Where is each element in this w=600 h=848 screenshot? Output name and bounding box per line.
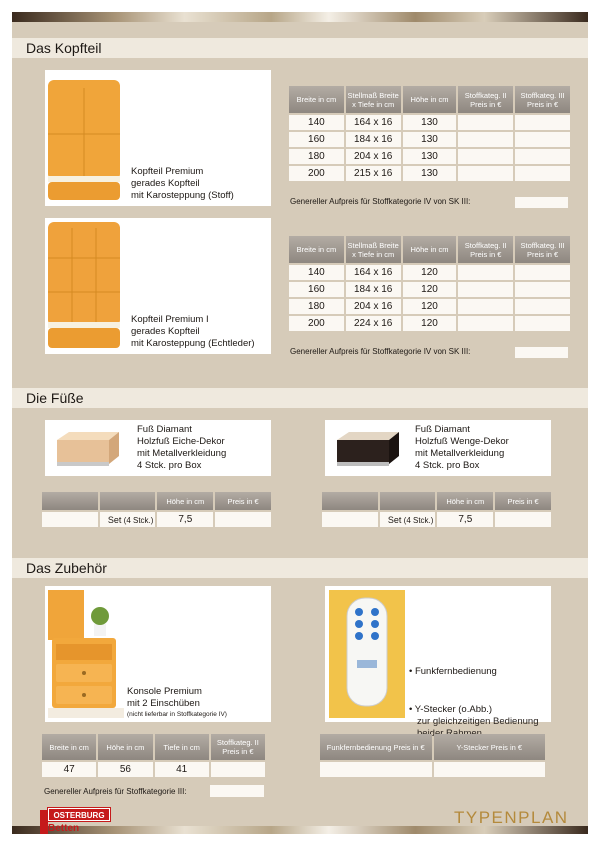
bullet-y-stecker: • Y-Stecker (o.Abb.)	[409, 704, 493, 715]
konsole-table	[40, 732, 267, 779]
table-row: Set (4 Stck.) 7,5	[322, 512, 551, 527]
surcharge-note: Genereller Aufpreis für Stoffkategorie IV von SK III:	[290, 197, 471, 206]
table-header: Breite in cm	[289, 236, 344, 263]
section-title-fuesse: Die Füße	[26, 390, 84, 406]
table-header: Funkfernbedienung Preis in €	[320, 734, 432, 760]
table-header	[42, 492, 98, 510]
section-title-zubehoer: Das Zubehör	[26, 560, 107, 576]
surcharge-price-cell	[210, 785, 264, 797]
surcharge-price-cell	[515, 197, 568, 208]
table-row	[320, 762, 545, 777]
osterburg-logo: OSTERBURG Betten	[40, 808, 112, 838]
table-header: Tiefe in cm	[155, 734, 209, 760]
product-label: Kopfteil Premium I gerades Kopfteil mit Karosteppung (Echtleder)	[131, 314, 255, 349]
table-row: 47 56 41	[42, 762, 265, 777]
product-card-fuss-wenge	[325, 420, 551, 476]
console-image	[48, 590, 124, 718]
table-header: Stoffkateg. II Preis in €	[458, 236, 513, 263]
product-label: Konsole Premium mit 2 Einschüben (nicht lieferbar in Stoffkategorie IV)	[127, 686, 227, 718]
surcharge-note: Genereller Aufpreis für Stoffkategorie III:	[44, 787, 187, 796]
product-card-kopfteil-premium	[45, 70, 271, 206]
product-card-fernbedienung	[325, 586, 551, 722]
table-header	[322, 492, 378, 510]
table-header: Höhe in cm	[403, 236, 457, 263]
y-stecker-description: zur gleichzeitigen Bedienung	[417, 716, 539, 727]
foot-wenge-image	[333, 428, 403, 470]
product-label: Kopfteil Premium gerades Kopfteil mit Karosteppung (Stoff)	[131, 166, 234, 201]
table-row: 180 204 x 16 130	[289, 149, 570, 164]
table-header	[100, 492, 156, 510]
section-title-kopfteil: Das Kopfteil	[26, 40, 102, 56]
table-header: Stoffkateg. II Preis in €	[458, 86, 513, 113]
section-band	[12, 388, 588, 408]
table-header: Stoffkateg. III Preis in €	[515, 236, 570, 263]
table-header: Breite in cm	[289, 86, 344, 113]
table-header: Preis in €	[495, 492, 551, 510]
product-card-konsole	[45, 586, 271, 722]
kopfteil-premium-i-table	[287, 234, 572, 333]
remote-control-image	[329, 590, 405, 718]
table-row: 160 184 x 16 120	[289, 282, 570, 297]
table-row: 160 184 x 16 130	[289, 132, 570, 147]
foot-oak-image	[53, 428, 123, 470]
headboard-leather-image	[48, 222, 120, 350]
product-label: Fuß Diamant Holzfuß Wenge-Dekor mit Metallverkleidung 4 Stck. pro Box	[415, 424, 509, 471]
top-decor-bar	[12, 12, 588, 22]
page-background	[12, 22, 588, 826]
table-header: Stoffkateg. II Preis in €	[211, 734, 265, 760]
product-card-fuss-eiche	[45, 420, 271, 476]
table-row: 200 215 x 16 130	[289, 166, 570, 181]
fernbedienung-table	[318, 732, 547, 779]
table-header: Höhe in cm	[437, 492, 493, 510]
table-row: 140 164 x 16 120	[289, 265, 570, 280]
bullet-funkfernbedienung: • Funkfernbedienung	[409, 666, 497, 677]
table-header: Stoffkateg. III Preis in €	[515, 86, 570, 113]
table-header: Breite in cm	[42, 734, 96, 760]
table-header: Preis in €	[215, 492, 271, 510]
kopfteil-premium-table	[287, 84, 572, 183]
table-row: 180 204 x 16 120	[289, 299, 570, 314]
table-header: Höhe in cm	[157, 492, 213, 510]
table-header	[380, 492, 436, 510]
brand-typenplan: TYPENPLAN	[454, 808, 569, 827]
table-header: Y-Stecker Preis in €	[434, 734, 546, 760]
product-label: Fuß Diamant Holzfuß Eiche-Dekor mit Metallverkleidung 4 Stck. pro Box	[137, 424, 227, 471]
table-header: Höhe in cm	[403, 86, 457, 113]
product-card-kopfteil-premium-i	[45, 218, 271, 354]
table-header: Höhe in cm	[98, 734, 152, 760]
headboard-fabric-image	[48, 80, 120, 202]
table-row: 140 164 x 16 130	[289, 115, 570, 130]
table-row: Set (4 Stck.) 7,5	[42, 512, 271, 527]
tower-icon	[40, 810, 48, 834]
surcharge-price-cell	[515, 347, 568, 358]
table-row: 200 224 x 16 120	[289, 316, 570, 331]
surcharge-note: Genereller Aufpreis für Stoffkategorie IV von SK III:	[290, 347, 471, 356]
table-header: Stellmaß Breite x Tiefe in cm	[346, 86, 401, 113]
fuss-eiche-table	[40, 490, 273, 529]
fuss-wenge-table	[320, 490, 553, 529]
table-header: Stellmaß Breite x Tiefe in cm	[346, 236, 401, 263]
